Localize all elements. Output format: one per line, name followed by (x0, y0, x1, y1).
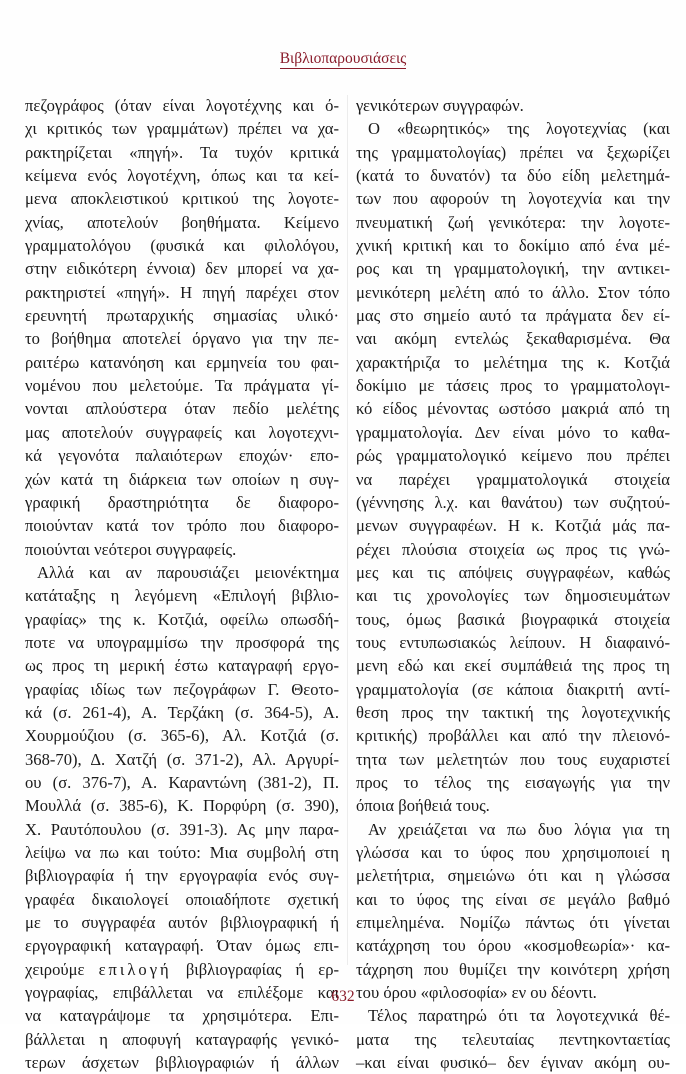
text-line: επιμελημένα. Νομίζω πάντως ότι γίνεται (356, 913, 670, 933)
text-line: κατάταξης η λεγόμενη «Επιλογή βιβλιο- (25, 586, 339, 606)
text-line: βιβλιογραφία ή την εργογραφία ενός συγ- (25, 866, 339, 886)
text-line: μενικότερη μελέτη από το άλλο. Στον τόπο (356, 282, 670, 302)
text-line: ρακτηριστεί «πηγή». Η πηγή παρέχει στον (25, 282, 339, 302)
text-line: και το ύφος της είναι σε μεγάλο βαθμό (356, 889, 670, 909)
text-line: νονται απλούστερα όταν πεδίο μελέτης (25, 399, 339, 419)
text-line: γραφική δραστηριότητα δε διαφορο- (25, 492, 339, 512)
text-line: τους, όμως βασικά βιογραφικά στοιχεία (356, 609, 670, 629)
text-line: νομένου που μελετούμε. Τα πράγματα γί- (25, 376, 339, 396)
text-line: μελετήτρια, σημειώνω ότι και η γλώσσα (356, 866, 670, 886)
paragraph-start-line: Αν χρειάζεται να πω δυο λόγια για τη (368, 819, 670, 839)
running-head (0, 50, 686, 68)
text-line: χών κατά τη διάρκεια των οποίων η συγ- (25, 469, 339, 489)
text-line: της γραμματολογίας) πρέπει να ξεχωρίζει (356, 142, 670, 162)
text-line: των που αφορούν τη λογοτεχνία και την (356, 189, 670, 209)
text-line: και τις χρονολογίες των δημοσιευμάτων (356, 586, 670, 606)
text-line: μενων συγγραφέων. Η κ. Κοτζιά μάς πα- (356, 516, 670, 536)
text-line: μας αποτελούν συγγραφείς και λογοτεχνι- (25, 422, 339, 442)
text-line: ρος και τη γραμματολογική, την αντικει- (356, 259, 670, 279)
text-line: μας στο σημείο αυτό τα πράγματα δεν εί- (356, 306, 670, 326)
text-line: στην ειδικότερη έννοια) δεν μπορεί να χα- (25, 259, 339, 279)
paragraph-end-line: γενικότερων συγγραφών. (356, 96, 524, 115)
text-fragment: χειρούμε (25, 959, 85, 979)
text-line: ρέχει πλούσια στοιχεία ως προς τις γνώ- (356, 539, 670, 559)
paragraph-end-line: του όρου «φιλοσοφία» εν ου δέοντι. (356, 983, 597, 1003)
text-line: ρώς γραμματολογικό κείμενο που πρέπει (356, 446, 670, 466)
section-title: Βιβλιοπαρουσιάσεις (279, 50, 407, 67)
right-column (356, 94, 670, 1074)
text-line: ως προς τη μερική έστω καταγραφή εργο- (25, 656, 339, 676)
text-line: χνίας, αποτελούν βοηθήματα. Κείμενο (25, 212, 339, 232)
text-line: ναι ακόμη εντελώς ξεκαθαρισμένα. Θα (356, 329, 670, 349)
text-line: 368-70), Δ. Χατζή (σ. 371-2), Αλ. Αργυρί- (25, 749, 339, 769)
text-line: γογραφίας, επιβάλλεται να επιλέξομε και (25, 983, 339, 1003)
text-line: (γέννησης λ.χ. και θανάτου) των συζητού- (356, 492, 670, 512)
text-line: κείμενα ενός λογοτέχνη, όπως και τα κεί- (25, 166, 339, 186)
text-line: γραμματολογία. Δεν είναι μόνο το καθα- (356, 422, 670, 442)
text-line: το βοήθημα αποτελεί όργανο για την πε- (25, 329, 339, 349)
text-line: ερευνητή πρωταρχικής σημασίας υλικό· (25, 306, 339, 326)
text-line: ποτε να υπογραμμίσω την προσφορά της (25, 632, 339, 652)
paragraph-start-line: Ο «θεωρητικός» της λογοτεχνίας (και (368, 119, 670, 139)
text-line: γραφίας» της κ. Κοτζιά, οφείλω οπωσδή- (25, 609, 339, 629)
text-line: να καταγράψομε τα χρησιμότερα. Επι- (25, 1006, 339, 1026)
text-line: με το συγγραφέα αυτόν βιβλιογραφική ή (25, 913, 339, 933)
text-line: ποιούνταν κατά τον τρόπο που διαφορο- (25, 516, 339, 536)
text-line: προς το τέλος της εισαγωγής για την (356, 772, 670, 792)
text-line-with-spaced-word (25, 958, 339, 981)
text-line: να παρέχει γραμματολογικά στοιχεία (356, 469, 670, 489)
text-line: γραφίας ιδίως των πεζογράφων Γ. Θεοτο- (25, 679, 339, 699)
paragraph-end-line: όποια βοήθειά τους. (356, 796, 490, 816)
paragraph-start-line: Αλλά και αν παρουσιάζει μειονέκτημα (37, 562, 339, 582)
text-line: (κατά το δυνατόν) τα δύο είδη μελετημά- (356, 166, 670, 186)
text-line: χι κριτικός των γραμμάτων) πρέπει να χα- (25, 119, 339, 139)
text-line: κατάχρηση του όρου «κοσμοθεωρία»· κα- (356, 936, 670, 956)
text-line: λείψω να πω και τούτο: Μια συμβολή στη (25, 843, 339, 862)
text-line: χαρακτήριζα το μελέτημα της κ. Κοτζιά (356, 352, 670, 372)
paragraph-start-line: Τέλος παρατηρώ ότι τα λογοτεχνικά θέ- (368, 1006, 670, 1026)
text-line: γραμματολογία (σε κάποια διακριτή αντί- (356, 679, 670, 699)
text-line: κό είδος μένοντας ωστόσο μακριά από τη (356, 399, 670, 419)
text-line: Μουλλά (σ. 385-6), Κ. Πορφύρη (σ. 390), (25, 796, 339, 816)
text-line: κά γεγονότα παλαιότερων εποχών· επο- (25, 446, 339, 466)
text-line: μες και τις απόψεις συγγραφέων, καθώς (356, 562, 670, 582)
text-line: ματα της τελευταίας πεντηκονταετίας (356, 1029, 670, 1049)
page-number: 632 (331, 988, 355, 1005)
text-fragment: βιβλιογραφίας ή ερ- (171, 959, 340, 979)
text-line: βάλλεται η αποφυγή καταγραφής γενικό- (25, 1029, 339, 1049)
text-line: θεση προς την τακτική της λογοτεχνικής (356, 702, 670, 722)
text-line: κά (σ. 261-4), Α. Τερζάκη (σ. 364-5), Α. (25, 702, 339, 722)
left-column (25, 94, 339, 1074)
text-line: ραιτέρω κατανόηση και ερμηνεία του φαι- (25, 352, 339, 372)
text-line: γραμματολόγου (φυσικά και φιλολόγου, (25, 236, 339, 256)
text-line: τητα των μελετητών που τους ευχαριστεί (356, 749, 670, 769)
text-line: Χ. Ραυτόπουλου (σ. 391-3). Ας μην παρα- (25, 819, 339, 839)
text-line: τερων άσχετων βιβλιογραφιών ή άλλων (25, 1053, 339, 1073)
text-line: γραφέα δικαιολογεί οποιαδήποτε σχετική (25, 889, 339, 909)
text-line: κριτικής) προβάλλει και από την πλειονό- (356, 726, 670, 746)
column-divider (347, 95, 348, 965)
text-line: μενη εδώ και εκεί συμπάθειά της προς τη (356, 656, 670, 676)
emphasized-word: επιλογή (98, 959, 172, 979)
text-line: χνική κριτική και το δοκίμιο από ένα μέ- (356, 236, 670, 256)
text-line: πνευματική ζωή γενικότερα: την λογοτε- (356, 212, 670, 232)
text-line: Χουρμούζιου (σ. 365-6), Αλ. Κοτζιά (σ. (25, 726, 339, 746)
text-line: δοκίμιο με τάσεις προς το γραμματολογι- (356, 376, 670, 396)
paragraph-end-line: ποιούνται νεότεροι συγγραφείς. (25, 539, 237, 559)
text-line: τους εντυπωσιακώς λείπουν. Η διαφαινό- (356, 632, 670, 652)
text-line: –και είναι φυσικό– δεν έγιναν ακόμη ου- (356, 1053, 670, 1073)
text-line: γλώσσα και το ύφος που χρησιμοποιεί η (356, 843, 670, 862)
text-line: πεζογράφος (όταν είναι λογοτέχνης και ό- (25, 96, 339, 115)
text-line: εργογραφική καταγραφή. Όταν όμως επι- (25, 936, 339, 956)
text-line: ρακτηρίζεται «πηγή». Τα τυχόν κριτικά (25, 142, 339, 162)
text-line: ου (σ. 376-7), Α. Καραντώνη (381-2), Π. (25, 772, 339, 792)
text-line: μενα αποκλειστικού κριτικού της λογοτε- (25, 189, 339, 209)
text-line: τάχρηση που θυμίζει την κοινότερη χρήση (356, 959, 670, 979)
